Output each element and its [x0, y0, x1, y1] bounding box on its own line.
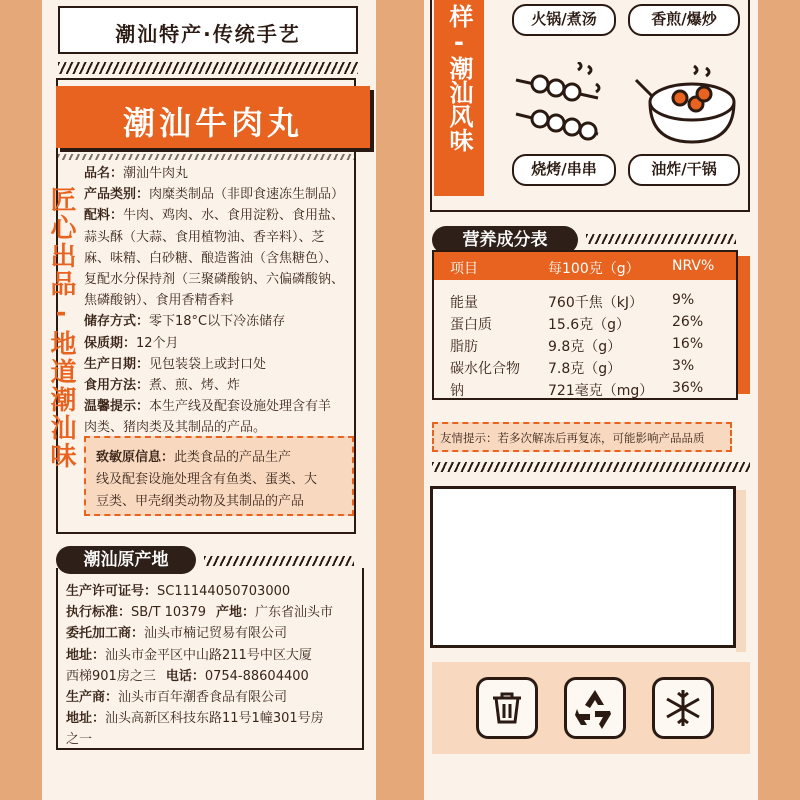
info-value: 零下18°C以下冷冻储存 — [149, 314, 286, 330]
origin-label: 委托加工商： — [66, 626, 145, 642]
nutrition-cell: 26% — [672, 314, 704, 330]
side-slogan: 匠心出品-地道潮汕味 — [46, 186, 76, 470]
info-value: 麻、味精、白砂糖、酿造酱油（含焦糖色）、 — [84, 250, 338, 266]
info-value: 复配水分保持剂（三聚磷酸钠、六偏磷酸钠、 — [84, 272, 345, 287]
origin-value: 汕头高新区科技东路11号1幢301号房 — [105, 711, 324, 727]
reminder-box — [432, 422, 732, 452]
info-label: 温馨提示： — [84, 399, 150, 415]
origin-label2: 电话： — [165, 668, 205, 684]
tag-fry: 香煎/爆炒 — [628, 4, 740, 36]
info-value: 肉糜类制品（非即食速冻生制品） — [149, 187, 345, 203]
info-value: 本生产线及配套设施处理含有羊 — [149, 399, 332, 415]
origin-row — [66, 622, 287, 641]
origin-label: 地址： — [66, 647, 106, 663]
allergen-label: 致敏原信息： — [96, 450, 175, 465]
origin-label: 生产许可证号： — [66, 584, 158, 599]
info-row — [84, 247, 338, 266]
info-row — [84, 162, 188, 181]
trash-box — [476, 677, 538, 739]
label-shadow — [736, 490, 746, 652]
nutrition-cell: 钠 — [450, 383, 464, 399]
tag-deepfry: 油炸/干锅 — [628, 154, 740, 186]
origin-title: 潮汕原产地 — [56, 546, 196, 574]
nutrition-cell: 9% — [672, 292, 695, 308]
info-label: 产品类别： — [84, 187, 150, 203]
side-label: 样-潮汕风味 — [445, 4, 473, 152]
allergen-box — [84, 436, 354, 516]
info-value: 焦磷酸钠）、食用香精香料 — [84, 293, 234, 309]
nutrition-header-per100: 每100克（g） — [548, 261, 640, 277]
nutrition-cell: 脂肪 — [450, 339, 478, 355]
allergen-line-1: 线及配套设施处理含有鱼类、蛋类、大 — [96, 472, 318, 487]
info-row — [84, 395, 331, 414]
nutrition-cell: 760千焦（kJ） — [548, 295, 643, 311]
product-title: 潮汕牛肉丸 — [122, 104, 303, 142]
info-label: 食用方法： — [84, 378, 150, 393]
origin-value: SB/T 10379 — [131, 605, 206, 621]
origin-label: 地址： — [66, 711, 106, 727]
nutrition-cell: 36% — [672, 380, 704, 396]
info-value: 蒜头酥（大蒜、食用植物油、香辛料）、芝 — [84, 229, 325, 245]
origin-label: 执行标准： — [66, 605, 132, 621]
origin-label: 生产商： — [66, 690, 119, 705]
nutrition-cell: 16% — [672, 336, 704, 352]
title-hatch — [58, 154, 354, 160]
origin-value: 汕头市楠记贸易有限公司 — [144, 626, 288, 642]
info-label: 配料： — [84, 208, 124, 224]
info-row — [84, 332, 179, 351]
nutrition-header-nrv: NRV% — [672, 258, 715, 274]
nutrition-cell: 碳水化合物 — [450, 361, 520, 377]
title-bar — [56, 86, 370, 148]
origin-value: 汕头市金平区中山路211号中区大厦 — [105, 647, 312, 663]
origin-value: 汕头市百年潮香食品有限公司 — [118, 690, 288, 705]
info-row — [84, 183, 344, 202]
info-value: 见包装袋上或封口处 — [149, 356, 267, 372]
info-value: 牛肉、鸡肉、水、食用淀粉、食用盐、 — [123, 208, 345, 224]
tag-hotpot: 火锅/煮汤 — [512, 4, 616, 36]
nutrition-cell: 15.6克（g） — [548, 317, 631, 333]
trash-bin-icon — [479, 680, 535, 736]
info-row — [84, 289, 234, 308]
label-area — [430, 486, 736, 648]
allergen-line-2: 豆类、甲壳纲类动物及其制品的产品 — [96, 494, 305, 509]
origin-row — [66, 644, 312, 663]
info-value: 潮汕牛肉丸 — [123, 166, 189, 181]
snowflake-icon — [655, 680, 711, 736]
info-label: 品名： — [84, 166, 124, 181]
info-row — [84, 204, 344, 223]
origin-row — [66, 580, 290, 599]
origin-row — [66, 601, 333, 620]
origin-value2: 广东省汕头市 — [255, 605, 334, 621]
info-row — [84, 353, 266, 372]
nutrition-cell: 721毫克（mg） — [548, 383, 654, 399]
banner-text: 潮汕特产·传统手艺 — [115, 22, 301, 46]
info-value: 肉类、猪肉类及其制品的产品。 — [84, 420, 267, 436]
info-value: 12个月 — [136, 335, 179, 351]
snowflake-box — [652, 677, 714, 739]
nutrition-cell: 蛋白质 — [450, 317, 492, 333]
allergen-line-0 — [96, 446, 291, 465]
reminder-hatch — [432, 462, 750, 472]
nutrition-cell: 能量 — [450, 295, 478, 311]
nutrition-title: 营养成分表 — [432, 226, 578, 254]
origin-value: SC11144050703000 — [157, 584, 291, 599]
banner-box — [58, 6, 358, 54]
info-row — [84, 226, 325, 245]
origin-label2: 产地： — [216, 605, 256, 621]
recycle-box — [564, 677, 626, 739]
side-label-bar — [434, 0, 484, 196]
nutrition-cell: 7.8克（g） — [548, 361, 622, 377]
nutrition-cell: 3% — [672, 358, 695, 374]
origin-row — [66, 728, 92, 747]
info-label: 生产日期： — [84, 356, 150, 372]
tag-bbq: 烧烤/串串 — [512, 154, 616, 186]
skewer-icon — [512, 62, 612, 148]
info-row — [84, 416, 266, 435]
info-row — [84, 374, 240, 393]
origin-row — [66, 686, 287, 705]
origin-value: 西梯901房之三 — [66, 668, 156, 684]
nutrition-cell: 9.8克（g） — [548, 339, 622, 355]
reminder-text: 友情提示：若多次解冻后再复冻，可能影响产品品质 — [440, 431, 705, 445]
nutrition-orange-edge — [738, 256, 750, 394]
origin-hatch — [204, 556, 354, 566]
info-label: 保质期： — [84, 335, 137, 351]
hatch-bar — [58, 62, 358, 74]
origin-value2: 0754-88604400 — [204, 668, 309, 684]
info-row — [84, 310, 285, 329]
nutrition-hatch — [586, 234, 736, 244]
recycle-icon — [567, 680, 623, 736]
origin-value: 之一 — [66, 732, 93, 748]
origin-row — [66, 665, 309, 684]
info-label: 储存方式： — [84, 314, 150, 330]
info-row — [84, 268, 344, 287]
allergen-text: 此类食品的产品生产 — [174, 450, 292, 465]
nutrition-header-item: 项目 — [450, 261, 478, 277]
info-value: 煮、煎、烤、炸 — [149, 378, 241, 393]
pot-icon — [632, 62, 742, 148]
origin-row — [66, 707, 324, 726]
